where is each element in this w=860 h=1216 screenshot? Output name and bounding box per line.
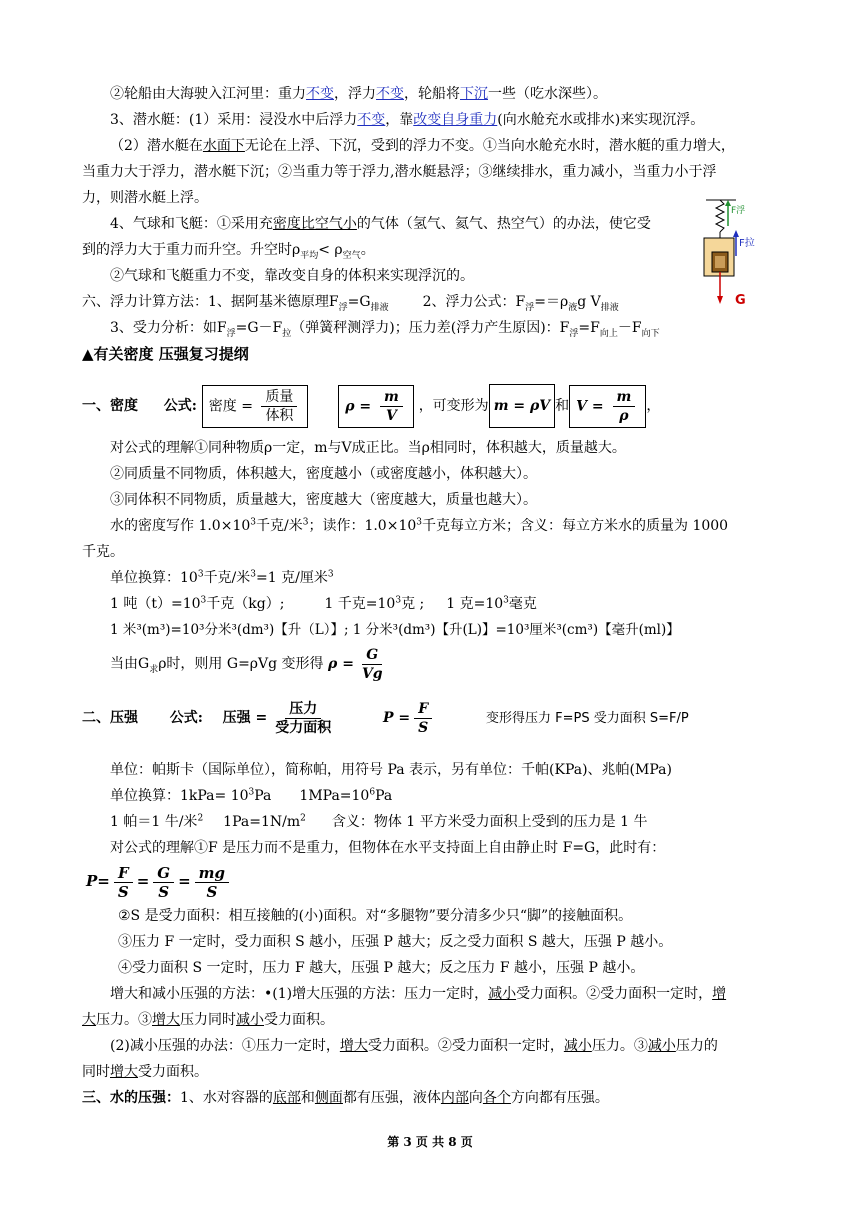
- text: ，浮力: [334, 86, 376, 102]
- text: 。: [360, 242, 375, 258]
- numerator: F: [114, 864, 133, 883]
- pressure-method-4: [82, 1062, 208, 1082]
- text: 4、气球和飞艇：①采用充: [110, 216, 273, 232]
- text: 1 千克=10: [324, 596, 396, 612]
- text: 压力。③: [96, 1012, 152, 1028]
- text: =: [241, 398, 253, 414]
- pressure-q3: ③压力 F 一定时，受力面积 S 越小，压强 P 越大；反之受力面积 S 越大，压强 P 越小。: [118, 934, 673, 950]
- numerator: F: [414, 700, 432, 719]
- pressure-q1: 对公式的理解①F 是压力而不是重力，但物体在水平支持面上自由静止时 F=G，此时有：: [110, 840, 666, 856]
- f-pull-label: F拉: [739, 238, 755, 249]
- text: ρ =: [328, 656, 354, 672]
- line-balloon-2: [82, 240, 375, 260]
- text: P=: [86, 872, 110, 890]
- pressure-q4: ④受力面积 S 一定时，压力 F 越大，压强 P 越大；反之压力 F 越小，压强 P 越小。: [118, 960, 645, 976]
- underlined-text: 增大: [110, 1064, 138, 1080]
- superscript: 3: [250, 569, 257, 580]
- formula-label: 公式:: [163, 398, 197, 414]
- superscript: 2: [300, 813, 306, 824]
- underlined-text: 减小: [563, 1038, 592, 1054]
- denominator: 受力面积: [275, 719, 332, 736]
- text: －F: [617, 320, 642, 336]
- text: 受力面积。②受力面积一定时，: [367, 1038, 564, 1054]
- pressure-method-2: [82, 1010, 334, 1030]
- superscript: 3: [197, 569, 204, 580]
- numerator: G: [362, 646, 382, 665]
- density-p1: 对公式的理解①同种物质ρ一定，m与V成正比。当ρ相同时，体积越大，质量越大。: [110, 440, 626, 456]
- subscript: 向下: [641, 328, 660, 339]
- subscript: 排液: [370, 302, 389, 313]
- text: 1MPa=10: [299, 788, 370, 804]
- denominator: S: [418, 719, 429, 736]
- denominator: Vg: [361, 665, 383, 682]
- text: 受力面积。: [138, 1064, 208, 1080]
- superscript: 3: [395, 595, 402, 606]
- f-float-label: F浮: [731, 206, 746, 216]
- text: =＝ρ: [534, 294, 569, 310]
- gravity-label: G: [735, 293, 746, 308]
- subscript: 浮: [338, 302, 348, 313]
- text: 3、潜水艇：(1）采用：浸没水中后浮力: [110, 112, 358, 128]
- underlined-text: 增大: [152, 1012, 180, 1028]
- mass-formula-box: m = ρV: [489, 384, 555, 428]
- denominator: S: [206, 882, 218, 901]
- line-force-analysis: [110, 318, 660, 338]
- text: 单位换算：10: [110, 570, 198, 586]
- pressure-title: 二、压强: [82, 710, 138, 726]
- text: 1 帕＝1 牛/米: [110, 814, 198, 830]
- underlined-text: 减小: [236, 1012, 264, 1028]
- line-balloon-1: [110, 214, 651, 234]
- subscript: 排液: [600, 302, 619, 313]
- underlined-text: 下沉: [460, 86, 488, 102]
- density-title: 一、密度: [82, 398, 138, 414]
- underlined-text: 不变: [357, 112, 386, 128]
- pressure-method-1: [110, 984, 726, 1004]
- text: 方向都有压强。: [510, 1090, 609, 1106]
- text: ，轮船将: [404, 86, 460, 102]
- text: （2）潜水艇在: [110, 138, 203, 154]
- text: 压力的: [675, 1038, 718, 1054]
- underlined-text: 密度比空气小: [272, 216, 357, 232]
- superscript: 3: [416, 517, 422, 528]
- subscript: 液: [568, 302, 578, 313]
- superscript: 3: [200, 595, 207, 606]
- water-pressure-line: [82, 1088, 609, 1108]
- underlined-text: 底部: [272, 1090, 301, 1106]
- text: 2、浮力公式：F: [422, 294, 526, 310]
- text: 压力。③: [591, 1038, 648, 1054]
- density-p3: ③同体积不同物质，质量越大，密度越大（密度越大，质量也越大）。: [110, 492, 537, 508]
- subscript: 浮: [525, 302, 535, 313]
- underlined-text: 侧面: [314, 1090, 343, 1106]
- subscript: 求: [149, 664, 159, 675]
- text: =G－F: [235, 320, 283, 336]
- underlined-text: 减小: [647, 1038, 676, 1054]
- text: 单位换算：1kPa= 10: [110, 788, 249, 804]
- pressure-unit-1: 单位：帕斯卡（国际单位），简称帕，用符号 Pa 表示，另有单位：千帕(KPa)、兆帕(MPa): [110, 762, 672, 778]
- line-submarine-2: [110, 136, 735, 156]
- water-title: 三、水的压强：: [82, 1090, 180, 1106]
- subscript: 向上: [599, 328, 618, 339]
- text: 和: [555, 398, 570, 414]
- underlined-text: 内部: [440, 1090, 469, 1106]
- superscript: 3: [250, 517, 256, 528]
- underlined-text: 各个: [482, 1090, 511, 1106]
- text: 克 ;: [401, 596, 425, 612]
- denominator: ρ: [619, 407, 629, 424]
- spring-scale-figure-icon: [702, 196, 770, 316]
- line-balloon-3: ②气球和飞艇重力不变，靠改变自身的体积来实现浮沉的。: [110, 268, 474, 284]
- density-p8: 1 米³(m³)=10³分米³(dm³)【升（L）】; 1 分米³(dm³)【升(L)】=10³厘米³(cm³)【毫升(ml)】: [110, 622, 680, 638]
- superscript: 3: [327, 569, 334, 580]
- line-buoyancy-calc: [82, 292, 619, 312]
- superscript: 3: [248, 787, 255, 798]
- text: 都有压强，液体: [342, 1090, 441, 1106]
- density-formula-row: [82, 384, 660, 428]
- text: ，靠: [385, 112, 414, 128]
- text: =1 克/厘米: [256, 570, 328, 586]
- denominator: 体积: [265, 407, 294, 424]
- underlined-text: 不变: [376, 86, 404, 102]
- text: 水的密度写作 1.0×10: [110, 518, 251, 534]
- text: Pa: [254, 788, 272, 804]
- density-p4: [110, 516, 728, 536]
- underlined-text: 改变自身重力: [413, 112, 498, 128]
- line-submarine-4: 力，则潜水艇上浮。: [82, 190, 208, 206]
- density-p5: 千克。: [82, 544, 124, 560]
- text: 当由G: [110, 656, 150, 672]
- text: 六、浮力计算方法：1、据阿基米德原理F: [82, 294, 339, 310]
- subscript: 浮: [226, 328, 236, 339]
- pressure-q2: ②S 是受力面积：相互接触的(小)面积。对“多腿物”要分清多少只“脚”的接触面积。: [118, 908, 633, 924]
- text: ρ时，则用 G=ρVg 变形得: [158, 656, 324, 672]
- text: 和: [300, 1090, 315, 1106]
- section-heading: ▲有关密度 压强复习提纲: [82, 345, 249, 363]
- text: （弹簧秤测浮力)；压力差(浮力产生原因)：F: [291, 320, 570, 336]
- text: 同时: [82, 1064, 110, 1080]
- text: 千克（kg）;: [206, 596, 285, 612]
- superscript: 3: [302, 517, 309, 528]
- text: (2)减小压强的办法：①压力一定时，: [110, 1038, 340, 1054]
- pressure-equation: P= $\frac{F}{S}$ = $\frac{G}{S}$ = $\frac{mg}{S}$: [86, 858, 233, 904]
- underlined-text: 水面下: [202, 138, 245, 154]
- text: ②轮船由大海驶入江河里：重力: [110, 86, 306, 102]
- text: 增大和减小压强的方法：•(1)增大压强的方法：压力一定时，: [110, 986, 489, 1002]
- density-p7: [110, 594, 537, 614]
- text: 千克每立方米；含义：每立方米水的质量为 1000: [422, 518, 729, 534]
- text: 1 克=10: [446, 596, 504, 612]
- pressure-unit-2: [110, 786, 392, 806]
- text: V: [576, 398, 588, 414]
- subscript: 空气: [342, 250, 361, 261]
- underlined-text: 增: [712, 986, 727, 1002]
- text: 毫克: [508, 596, 537, 612]
- text: 无论在上浮、下沉，受到的浮力不变。①当向水舱充水时，潜水艇的重力增大，: [244, 138, 735, 154]
- superscript: 2: [197, 813, 204, 824]
- page-footer: 第 3 页 共 8 页: [387, 1135, 473, 1149]
- density-p2: ②同质量不同物质，体积越大，密度越小（或密度越小，体积越大）。: [110, 466, 537, 482]
- text: g V: [577, 294, 601, 310]
- volume-formula-box: V = $\frac{m}{\rho}$: [569, 385, 646, 428]
- text: 的气体（氢气、氦气、热空气）的办法，使它受: [356, 216, 651, 232]
- pressure-formula-row: [82, 698, 689, 739]
- text: 千克/米: [203, 570, 251, 586]
- text: 到的浮力大于重力而升空。升空时ρ: [82, 242, 301, 258]
- text: ρ: [345, 398, 355, 414]
- text: 受力面积。: [264, 1012, 334, 1028]
- numerator: m: [613, 388, 636, 407]
- density-p6: [110, 568, 334, 588]
- pressure-method-3: [110, 1036, 718, 1056]
- text: ，: [646, 398, 661, 414]
- underlined-text: 大: [82, 1012, 96, 1028]
- density-symbol-formula-box: ρ = $\frac{m}{V}$: [338, 385, 414, 428]
- text: 向: [468, 1090, 483, 1106]
- line-submarine-3: 当重力大于浮力，潜水艇下沉；②当重力等于浮力,潜水艇悬浮；③继续排水，重力减小，当重力小于浮: [82, 164, 717, 180]
- pressure-unit-3: [110, 812, 647, 832]
- text: 1、水对容器的: [180, 1090, 273, 1106]
- denominator: S: [117, 882, 129, 901]
- text: ，可变形为: [418, 398, 489, 414]
- line-ship: [110, 84, 607, 104]
- numerator: G: [153, 864, 174, 883]
- numerator: 质量: [261, 388, 297, 407]
- text: 3、受力分析：如F: [110, 320, 227, 336]
- text: ；读作：1.0×10: [308, 518, 417, 534]
- text: 变形得压力 F=PS 受力面积 S=F/P: [486, 711, 689, 726]
- text: 千克/米: [256, 518, 303, 534]
- text: 1Pa=1N/m: [223, 814, 301, 830]
- text: P =: [383, 710, 411, 726]
- text: 压力同时: [180, 1012, 236, 1028]
- subscript: 平均: [300, 250, 319, 261]
- underlined-text: 增大: [339, 1038, 368, 1054]
- text: 一些（吃水深些）。: [488, 86, 607, 102]
- numerator: mg: [195, 864, 229, 883]
- text: 含义：物体 1 平方米受力面积上受到的压力是 1 牛: [331, 814, 648, 830]
- subscript: 拉: [282, 328, 292, 339]
- text: < ρ: [318, 242, 343, 258]
- text: 压强 =: [222, 710, 268, 726]
- density-p9: [110, 642, 391, 686]
- underlined-text: 不变: [306, 86, 334, 102]
- superscript: 3: [503, 595, 509, 606]
- density-word-formula-box: [202, 385, 309, 428]
- denominator: V: [385, 407, 397, 424]
- text: (向水舱充水或排水)来实现沉浮。: [497, 112, 705, 128]
- line-submarine-1: [110, 110, 704, 130]
- text: =G: [347, 294, 371, 310]
- text: 1 吨（t）=10: [110, 596, 201, 612]
- formula-label: 公式:: [169, 710, 203, 726]
- text: =F: [578, 320, 600, 336]
- numerator: 压力: [285, 700, 321, 719]
- subscript: 浮: [569, 328, 579, 339]
- superscript: 6: [369, 787, 376, 798]
- numerator: m: [380, 388, 403, 407]
- underlined-text: 减小: [488, 986, 517, 1002]
- denominator: S: [158, 882, 170, 901]
- text: 受力面积。②受力面积一定时，: [516, 986, 713, 1002]
- text: 密度: [208, 398, 237, 414]
- text: Pa: [375, 788, 393, 804]
